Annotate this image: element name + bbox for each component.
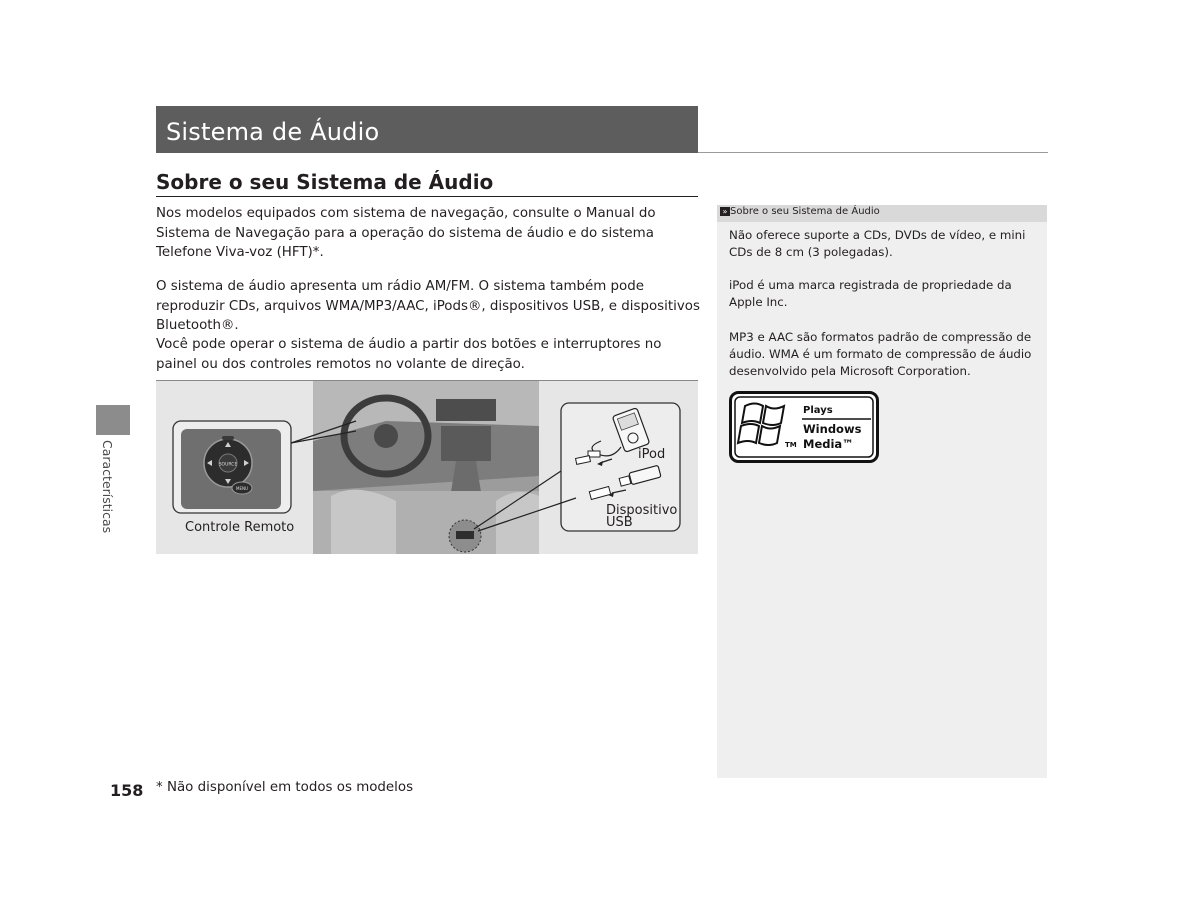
section-divider <box>156 196 698 197</box>
remote-source-label: SOURCE <box>218 462 238 468</box>
chapter-tab-label <box>100 440 130 540</box>
double-chevron-icon: » <box>720 207 730 216</box>
plays-windows-media-logo <box>729 391 879 463</box>
header-rule <box>698 152 1048 153</box>
remote-control-label: Controle Remoto <box>185 520 295 535</box>
sidebar-note: Não oferece suporte a CDs, DVDs de vídeo, e mini CDs de 8 cm (3 polegadas). <box>729 228 1026 259</box>
body-paragraph: Você pode operar o sistema de áudio a partir dos botões e interruptores no painel ou dos controles remotos no volante de direção. <box>156 337 662 372</box>
footnote: * Não disponível em todos os modelos <box>156 780 414 795</box>
sidebar-note: iPod é uma marca registrada de propriedade da Apple Inc. <box>729 278 1012 309</box>
page-number: 158 <box>110 781 144 800</box>
logo-media: Media™ <box>803 437 854 451</box>
usb-label-line1: Dispositivo <box>606 503 678 518</box>
chapter-tab-label-text: Características <box>100 440 115 534</box>
section-heading: Sobre o seu Sistema de Áudio <box>156 170 494 194</box>
body-paragraph: Nos modelos equipados com sistema de navegação, consulte o Manual do Sistema de Navegação para a operação do sistema de áudio e do sistema Telefone Viva-voz (HFT)*. <box>156 206 656 260</box>
sidebar-note: MP3 e AAC são formatos padrão de compressão de áudio. WMA é um formato de compressão de áudio desenvolvido pela Microsoft Corporation. <box>729 330 1032 378</box>
usb-label-line2: USB <box>606 515 633 530</box>
logo-tm: TM <box>785 441 797 449</box>
audio-system-illustration <box>156 380 698 554</box>
sidebar-header-text[interactable] <box>720 206 880 217</box>
ipod-label: iPod <box>638 447 666 462</box>
logo-plays: Plays <box>803 405 833 416</box>
remote-menu-label: MENU <box>236 486 248 491</box>
page-title: Sistema de Áudio <box>166 118 380 146</box>
sidebar-header-label: Sobre o seu Sistema de Áudio <box>730 206 880 217</box>
body-paragraph: O sistema de áudio apresenta um rádio AM/FM. O sistema também pode reproduzir CDs, arquivos WMA/MP3/AAC, iPods®, dispositivos USB, e dispositivos Bluetooth®. <box>156 279 700 333</box>
logo-windows: Windows <box>803 422 862 436</box>
chapter-tab[interactable] <box>96 405 130 435</box>
